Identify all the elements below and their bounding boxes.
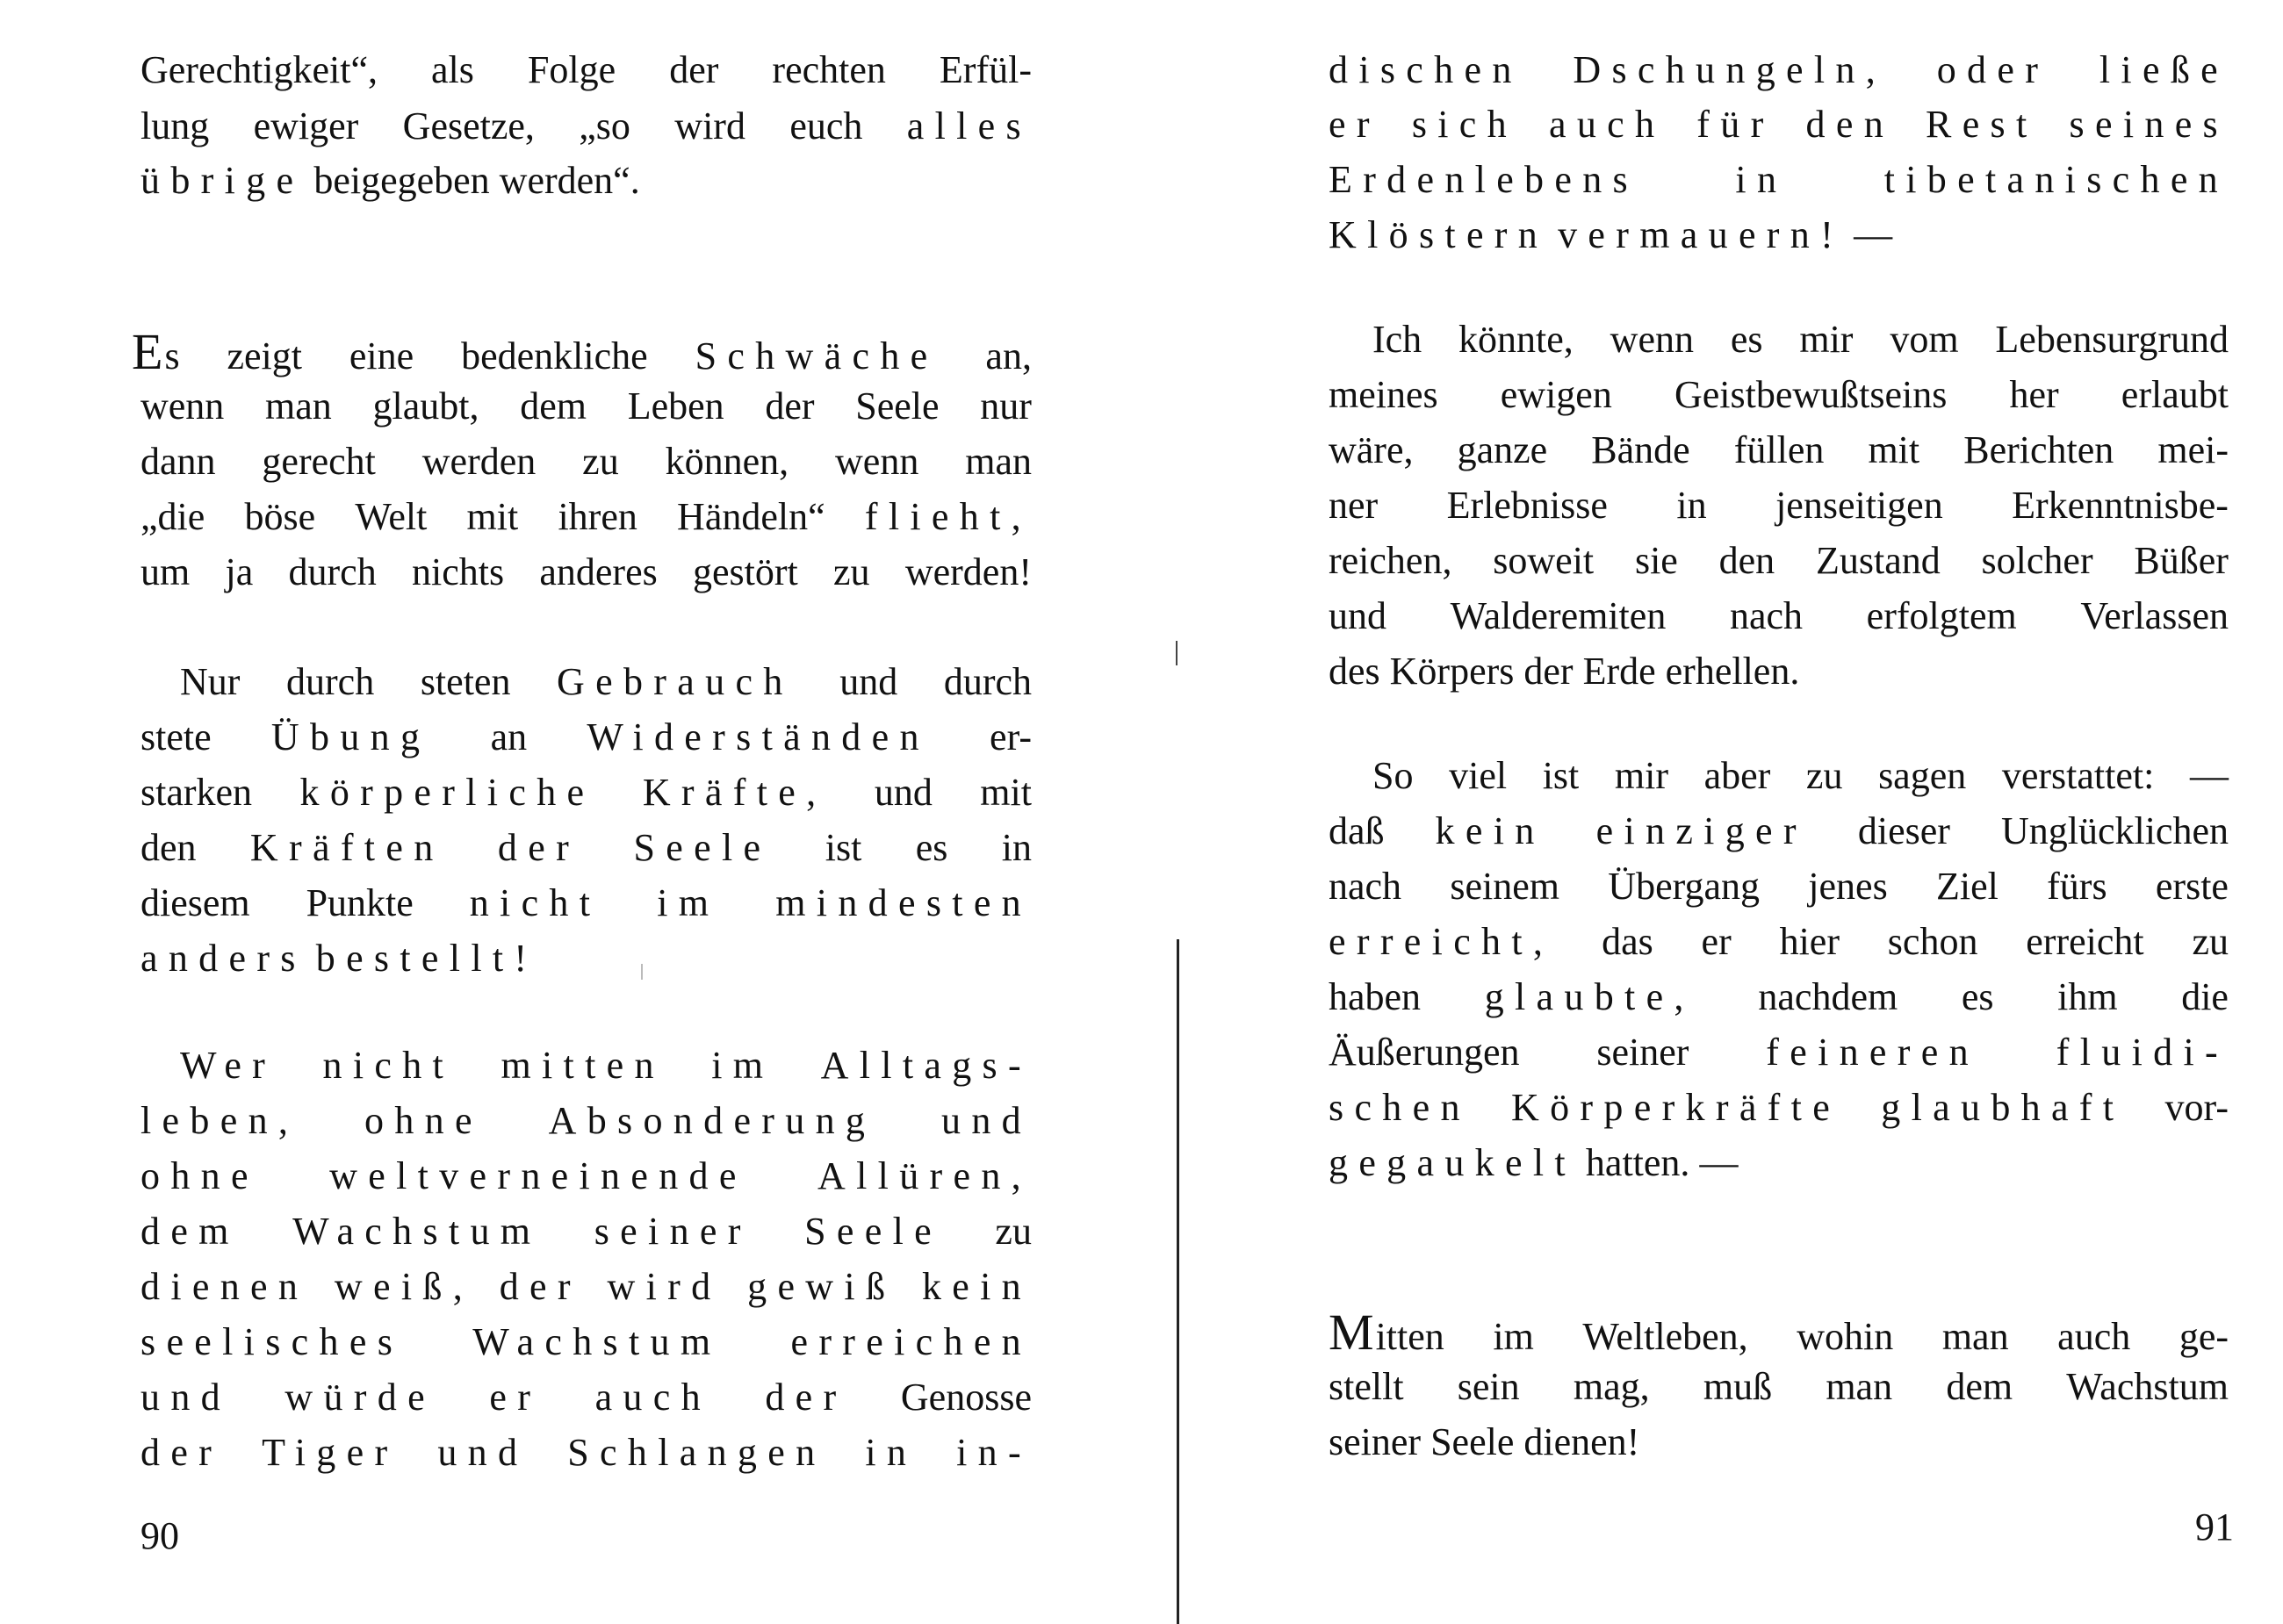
word: Übung bbox=[270, 715, 431, 758]
word: daß bbox=[1329, 809, 1385, 852]
word: fürs bbox=[2047, 865, 2107, 908]
word: tibetanischen bbox=[1883, 158, 2229, 201]
word: ge- bbox=[2179, 1315, 2229, 1358]
word: ner bbox=[1329, 484, 1379, 527]
word: rechten bbox=[772, 48, 886, 91]
word: zu bbox=[1805, 754, 1843, 797]
word: her bbox=[2009, 373, 2059, 416]
word: füllen bbox=[1733, 428, 1825, 471]
word: in- bbox=[956, 1431, 1032, 1474]
word: — bbox=[1854, 213, 1893, 256]
stray-mark bbox=[641, 964, 643, 980]
text-line bbox=[140, 1212, 1032, 1251]
word: und bbox=[874, 771, 933, 814]
word: Weltleben, bbox=[1582, 1315, 1748, 1358]
word: auch bbox=[2057, 1315, 2131, 1358]
word: Leben bbox=[627, 384, 724, 428]
word: Kräfte, bbox=[642, 771, 827, 814]
word: dann bbox=[140, 440, 216, 483]
text-line bbox=[140, 826, 1032, 869]
word: dem bbox=[1946, 1365, 2013, 1408]
word: bedenkliche bbox=[461, 334, 648, 377]
word: schon bbox=[1887, 920, 1978, 963]
word: Nur bbox=[180, 660, 241, 703]
word: Mitten bbox=[1329, 1304, 1444, 1361]
initial-letter: E bbox=[132, 323, 163, 380]
word: Alltags- bbox=[820, 1044, 1032, 1087]
word: zeigt bbox=[227, 334, 302, 377]
word: im bbox=[657, 881, 720, 924]
word: mir bbox=[1614, 754, 1668, 797]
word: Walderemiten bbox=[1450, 594, 1667, 637]
text-line bbox=[140, 1320, 1032, 1363]
word: stete bbox=[140, 715, 212, 758]
word: um bbox=[140, 550, 191, 593]
word: der bbox=[499, 1265, 581, 1308]
word: weltverneinende bbox=[329, 1154, 747, 1197]
word: man bbox=[265, 384, 332, 428]
word: jenes bbox=[1808, 865, 1888, 908]
word: muß bbox=[1703, 1365, 1773, 1408]
word: Rest bbox=[1926, 103, 2038, 146]
word: ihm bbox=[2057, 975, 2118, 1018]
word: Erkenntnisbe- bbox=[2012, 484, 2229, 527]
word: flieht, bbox=[864, 495, 1032, 538]
word: Seele bbox=[633, 826, 772, 869]
word: Welt bbox=[355, 495, 428, 538]
word: nachdem bbox=[1758, 975, 1898, 1018]
word: eine bbox=[349, 334, 414, 377]
word: Gebrauch bbox=[557, 660, 794, 703]
word: Erlebnisse bbox=[1446, 484, 1608, 527]
word: nach bbox=[1729, 594, 1804, 637]
word: mir bbox=[1799, 318, 1854, 361]
word: erfolgtem bbox=[1866, 594, 2017, 637]
word: fluidi- bbox=[2056, 1031, 2229, 1074]
word: solcher bbox=[1981, 539, 2093, 582]
word: glaubt, bbox=[372, 384, 479, 428]
word: ist bbox=[1542, 754, 1580, 797]
text-line bbox=[1329, 975, 2229, 1018]
text-line bbox=[1329, 1365, 2229, 1408]
word: gegaukelt bbox=[1329, 1141, 1576, 1184]
word: den bbox=[1718, 539, 1775, 582]
word: als bbox=[431, 48, 474, 91]
word: in bbox=[1001, 826, 1032, 869]
word: viel bbox=[1449, 754, 1508, 797]
word: weiß, bbox=[334, 1265, 474, 1308]
word: ganze bbox=[1457, 428, 1548, 471]
word: Körperkräfte bbox=[1511, 1086, 1841, 1129]
word: könnte, bbox=[1458, 318, 1574, 361]
word: ja bbox=[225, 550, 254, 593]
word: vom bbox=[1890, 318, 1959, 361]
word: erste bbox=[2155, 865, 2229, 908]
text-line bbox=[140, 773, 1032, 812]
word: mit bbox=[1868, 428, 1920, 471]
word: Wachstum bbox=[2066, 1365, 2229, 1408]
text-line bbox=[140, 159, 640, 202]
word: Wer bbox=[180, 1044, 277, 1087]
word: zu bbox=[833, 550, 870, 593]
word: er- bbox=[990, 715, 1032, 758]
text-line bbox=[1329, 213, 1893, 256]
word: kein bbox=[1435, 809, 1545, 852]
word: steten bbox=[420, 660, 511, 703]
word: wohin bbox=[1797, 1315, 1894, 1358]
word: Erfül- bbox=[939, 48, 1032, 91]
word: es bbox=[1730, 318, 1763, 361]
word: in bbox=[865, 1431, 918, 1474]
word: man bbox=[965, 440, 1032, 483]
word: erlaubt bbox=[2121, 373, 2229, 416]
word: man bbox=[1941, 1315, 2009, 1358]
word: werden bbox=[421, 440, 537, 483]
word: den bbox=[1805, 103, 1895, 146]
word: anderes bbox=[539, 550, 658, 593]
word: auch bbox=[1548, 103, 1666, 146]
word: an bbox=[490, 715, 528, 758]
word: einziger bbox=[1595, 809, 1807, 852]
word: — bbox=[1699, 1141, 1739, 1184]
text-line bbox=[1329, 920, 2229, 963]
word: haben bbox=[1329, 975, 1422, 1018]
word: Gerechtigkeit“, bbox=[140, 48, 378, 91]
word: wenn bbox=[835, 440, 919, 483]
word: Übergang bbox=[1608, 865, 1760, 908]
text-line bbox=[140, 384, 1032, 428]
word: starken bbox=[140, 771, 253, 814]
word: Tiger bbox=[262, 1431, 399, 1474]
text-line bbox=[1329, 867, 2229, 906]
word: Geistbewußtseins bbox=[1674, 373, 1948, 416]
word: Absonderung bbox=[548, 1099, 876, 1142]
text-line bbox=[1372, 320, 2229, 359]
word: es bbox=[915, 826, 948, 869]
word: meines bbox=[1329, 373, 1438, 416]
text-line bbox=[1329, 809, 2229, 852]
word: Dschungeln, bbox=[1573, 48, 1887, 91]
word: „so bbox=[579, 104, 630, 147]
word: übrige bbox=[140, 159, 305, 202]
word: Kräften bbox=[249, 826, 444, 869]
word: — bbox=[2189, 754, 2229, 797]
text-line bbox=[1329, 105, 2229, 144]
word: das bbox=[1602, 920, 1653, 963]
text-line bbox=[1329, 48, 2229, 91]
word: für bbox=[1696, 103, 1775, 146]
word: glaubhaft bbox=[1881, 1086, 2125, 1129]
word: Schwäche bbox=[695, 334, 939, 377]
word: Punkte bbox=[306, 881, 414, 924]
word: Schlangen bbox=[567, 1431, 826, 1474]
word: nicht bbox=[322, 1044, 455, 1087]
word: den bbox=[140, 826, 197, 869]
word: es bbox=[1961, 975, 1994, 1018]
word: wird bbox=[607, 1265, 722, 1308]
text-line bbox=[1329, 1033, 2229, 1072]
word: mei- bbox=[2157, 428, 2229, 471]
word: ohne bbox=[364, 1099, 483, 1142]
word: des bbox=[1329, 650, 1380, 693]
text-line bbox=[140, 442, 1032, 481]
text-line bbox=[1329, 1420, 1640, 1463]
text-line bbox=[140, 104, 1032, 147]
word: Büßer bbox=[2134, 539, 2229, 582]
word: Verlassen bbox=[2080, 594, 2229, 637]
word: Widerständen bbox=[587, 715, 930, 758]
text-line bbox=[140, 550, 1032, 593]
word: anders bbox=[140, 937, 306, 980]
word: nur bbox=[980, 384, 1032, 428]
word: böse bbox=[244, 495, 316, 538]
word: zu bbox=[995, 1210, 1032, 1253]
word: im bbox=[711, 1044, 774, 1087]
word: erreichen bbox=[790, 1320, 1032, 1363]
word: an, bbox=[985, 334, 1032, 377]
word: gewiß bbox=[747, 1265, 897, 1308]
word: Seele bbox=[804, 1210, 943, 1253]
word: seiner bbox=[1329, 1420, 1422, 1463]
word: mit bbox=[980, 771, 1032, 814]
word: würde bbox=[284, 1376, 436, 1419]
word: durch bbox=[943, 660, 1032, 703]
word: Wachstum bbox=[292, 1210, 542, 1253]
word: Erdenlebens bbox=[1329, 158, 1638, 201]
word: der bbox=[765, 1376, 847, 1419]
page-number: 90 bbox=[140, 1514, 179, 1557]
word: zu bbox=[2192, 920, 2229, 963]
text-line bbox=[140, 1154, 1032, 1197]
word: schen bbox=[1329, 1086, 1471, 1129]
word: hatten. bbox=[1585, 1141, 1690, 1184]
word: Ziel bbox=[1936, 865, 1999, 908]
word: soweit bbox=[1493, 539, 1595, 582]
text-line bbox=[140, 881, 1032, 924]
word: nicht bbox=[469, 881, 601, 924]
right-page bbox=[1181, 0, 2283, 1624]
word: beigegeben bbox=[313, 159, 490, 202]
word: körperliche bbox=[299, 771, 595, 814]
word: mindesten bbox=[775, 881, 1032, 924]
word: dieser bbox=[1857, 809, 1950, 852]
word: sich bbox=[1411, 103, 1517, 146]
word: mitten bbox=[501, 1044, 665, 1087]
word: werden! bbox=[904, 550, 1032, 593]
word: zu bbox=[582, 440, 619, 483]
word: alles bbox=[906, 104, 1032, 147]
word: der bbox=[765, 384, 815, 428]
word: dischen bbox=[1329, 48, 1523, 91]
word: in bbox=[1676, 484, 1707, 527]
word: seines bbox=[2069, 103, 2229, 146]
word: nach bbox=[1329, 865, 1402, 908]
word: stellt bbox=[1329, 1365, 1404, 1408]
word: Unglücklichen bbox=[2000, 809, 2229, 852]
word: So bbox=[1372, 754, 1414, 797]
word: Berichten bbox=[1963, 428, 2114, 471]
text-line bbox=[132, 323, 1032, 380]
text-line bbox=[1329, 1304, 2229, 1361]
word: dienen bbox=[140, 1265, 309, 1308]
word: man bbox=[1826, 1365, 1893, 1408]
word: glaubte, bbox=[1484, 975, 1695, 1018]
word: mag, bbox=[1573, 1365, 1650, 1408]
word: euch bbox=[789, 104, 863, 147]
word: und bbox=[140, 1376, 231, 1419]
text-line bbox=[140, 939, 537, 978]
word: dienen! bbox=[1523, 1420, 1640, 1463]
word: Seele bbox=[1430, 1420, 1515, 1463]
text-line bbox=[140, 1431, 1032, 1474]
word: und bbox=[437, 1431, 529, 1474]
word: Händeln“ bbox=[677, 495, 825, 538]
word: lung bbox=[140, 104, 210, 147]
word: der bbox=[669, 48, 719, 91]
text-line bbox=[1329, 594, 2229, 637]
word: Folge bbox=[527, 48, 616, 91]
word: ließe bbox=[2099, 48, 2229, 91]
word: seiner bbox=[594, 1210, 752, 1253]
text-line bbox=[1329, 539, 2229, 582]
word: „die bbox=[140, 495, 205, 538]
word: Ich bbox=[1372, 318, 1422, 361]
word: er bbox=[1701, 920, 1732, 963]
word: ihren bbox=[558, 495, 637, 538]
word: Äußerungen bbox=[1329, 1031, 1520, 1074]
word: werden“. bbox=[499, 159, 640, 202]
word: Genosse bbox=[900, 1376, 1032, 1419]
word: gestört bbox=[693, 550, 798, 593]
word: der bbox=[497, 826, 580, 869]
word: wenn bbox=[140, 384, 225, 428]
word: Bände bbox=[1591, 428, 1690, 471]
word: Klöstern bbox=[1329, 213, 1549, 256]
word: hier bbox=[1779, 920, 1840, 963]
word: Allüren, bbox=[817, 1154, 1032, 1197]
word: und bbox=[1329, 594, 1386, 637]
word: erhellen. bbox=[1665, 650, 1800, 693]
text-line bbox=[140, 1378, 1032, 1417]
text-line bbox=[1329, 486, 2229, 525]
word: feineren bbox=[1766, 1031, 1979, 1074]
text-line bbox=[140, 48, 1032, 91]
text-line bbox=[180, 660, 1032, 703]
word: Es bbox=[132, 323, 180, 380]
word: dem bbox=[140, 1210, 240, 1253]
text-line bbox=[140, 715, 1032, 758]
page-number: 91 bbox=[2195, 1505, 2234, 1549]
word: mit bbox=[466, 495, 519, 538]
word: verstattet: bbox=[2001, 754, 2155, 797]
word: leben, bbox=[140, 1099, 299, 1142]
gutter-line bbox=[1177, 939, 1179, 1624]
word: Lebensurgrund bbox=[1995, 318, 2229, 361]
word: dem bbox=[520, 384, 587, 428]
word: diesem bbox=[140, 881, 250, 924]
word: und bbox=[941, 1099, 1032, 1142]
word: seelisches bbox=[140, 1320, 404, 1363]
word: im bbox=[1493, 1315, 1534, 1358]
text-line bbox=[140, 495, 1032, 538]
word: er bbox=[489, 1376, 542, 1419]
word: durch bbox=[288, 550, 377, 593]
word: vermauern! bbox=[1558, 213, 1845, 256]
text-line bbox=[1329, 652, 1799, 691]
text-line bbox=[1329, 1086, 2229, 1129]
word: wäre, bbox=[1329, 428, 1414, 471]
text-line bbox=[1372, 754, 2229, 797]
text-line bbox=[1329, 428, 2229, 471]
word: sie bbox=[1634, 539, 1678, 582]
gutter-mark bbox=[1176, 641, 1178, 665]
text-line bbox=[1329, 1141, 1739, 1184]
word: ewigen bbox=[1500, 373, 1612, 416]
word: ewiger bbox=[253, 104, 359, 147]
word: oder bbox=[1936, 48, 2049, 91]
word: sein bbox=[1457, 1365, 1520, 1408]
word: kein bbox=[921, 1265, 1032, 1308]
word: sagen bbox=[1878, 754, 1967, 797]
word: und bbox=[839, 660, 898, 703]
word: Zustand bbox=[1815, 539, 1941, 582]
word: erreicht bbox=[2026, 920, 2144, 963]
word: wird bbox=[674, 104, 745, 147]
word: Wachstum bbox=[472, 1320, 722, 1363]
word: der bbox=[140, 1431, 223, 1474]
word: nichts bbox=[411, 550, 505, 593]
text-line bbox=[140, 1099, 1032, 1142]
word: bestellt! bbox=[315, 937, 538, 980]
word: die bbox=[2181, 975, 2229, 1018]
word: Körpers bbox=[1389, 650, 1515, 693]
word: jenseitigen bbox=[1775, 484, 1943, 527]
word: reichen, bbox=[1329, 539, 1452, 582]
word: erreicht, bbox=[1329, 920, 1554, 963]
text-line bbox=[180, 1046, 1032, 1085]
word: wenn bbox=[1610, 318, 1694, 361]
word: gerecht bbox=[262, 440, 376, 483]
text-line bbox=[1329, 158, 2229, 201]
word: Erde bbox=[1582, 650, 1656, 693]
word: der bbox=[1523, 650, 1574, 693]
word: ohne bbox=[140, 1154, 259, 1197]
initial-letter: M bbox=[1329, 1304, 1374, 1361]
word: können, bbox=[665, 440, 789, 483]
word: durch bbox=[286, 660, 375, 703]
word: er bbox=[1329, 103, 1380, 146]
word: vor- bbox=[2164, 1086, 2229, 1129]
text-line bbox=[140, 1265, 1032, 1308]
text-line bbox=[1329, 373, 2229, 416]
word: seinem bbox=[1450, 865, 1559, 908]
word: ist bbox=[825, 826, 862, 869]
word: in bbox=[1735, 158, 1788, 201]
word: aber bbox=[1703, 754, 1771, 797]
word: seiner bbox=[1596, 1031, 1689, 1074]
word: Seele bbox=[855, 384, 940, 428]
word: auch bbox=[594, 1376, 711, 1419]
word: Gesetze, bbox=[402, 104, 535, 147]
